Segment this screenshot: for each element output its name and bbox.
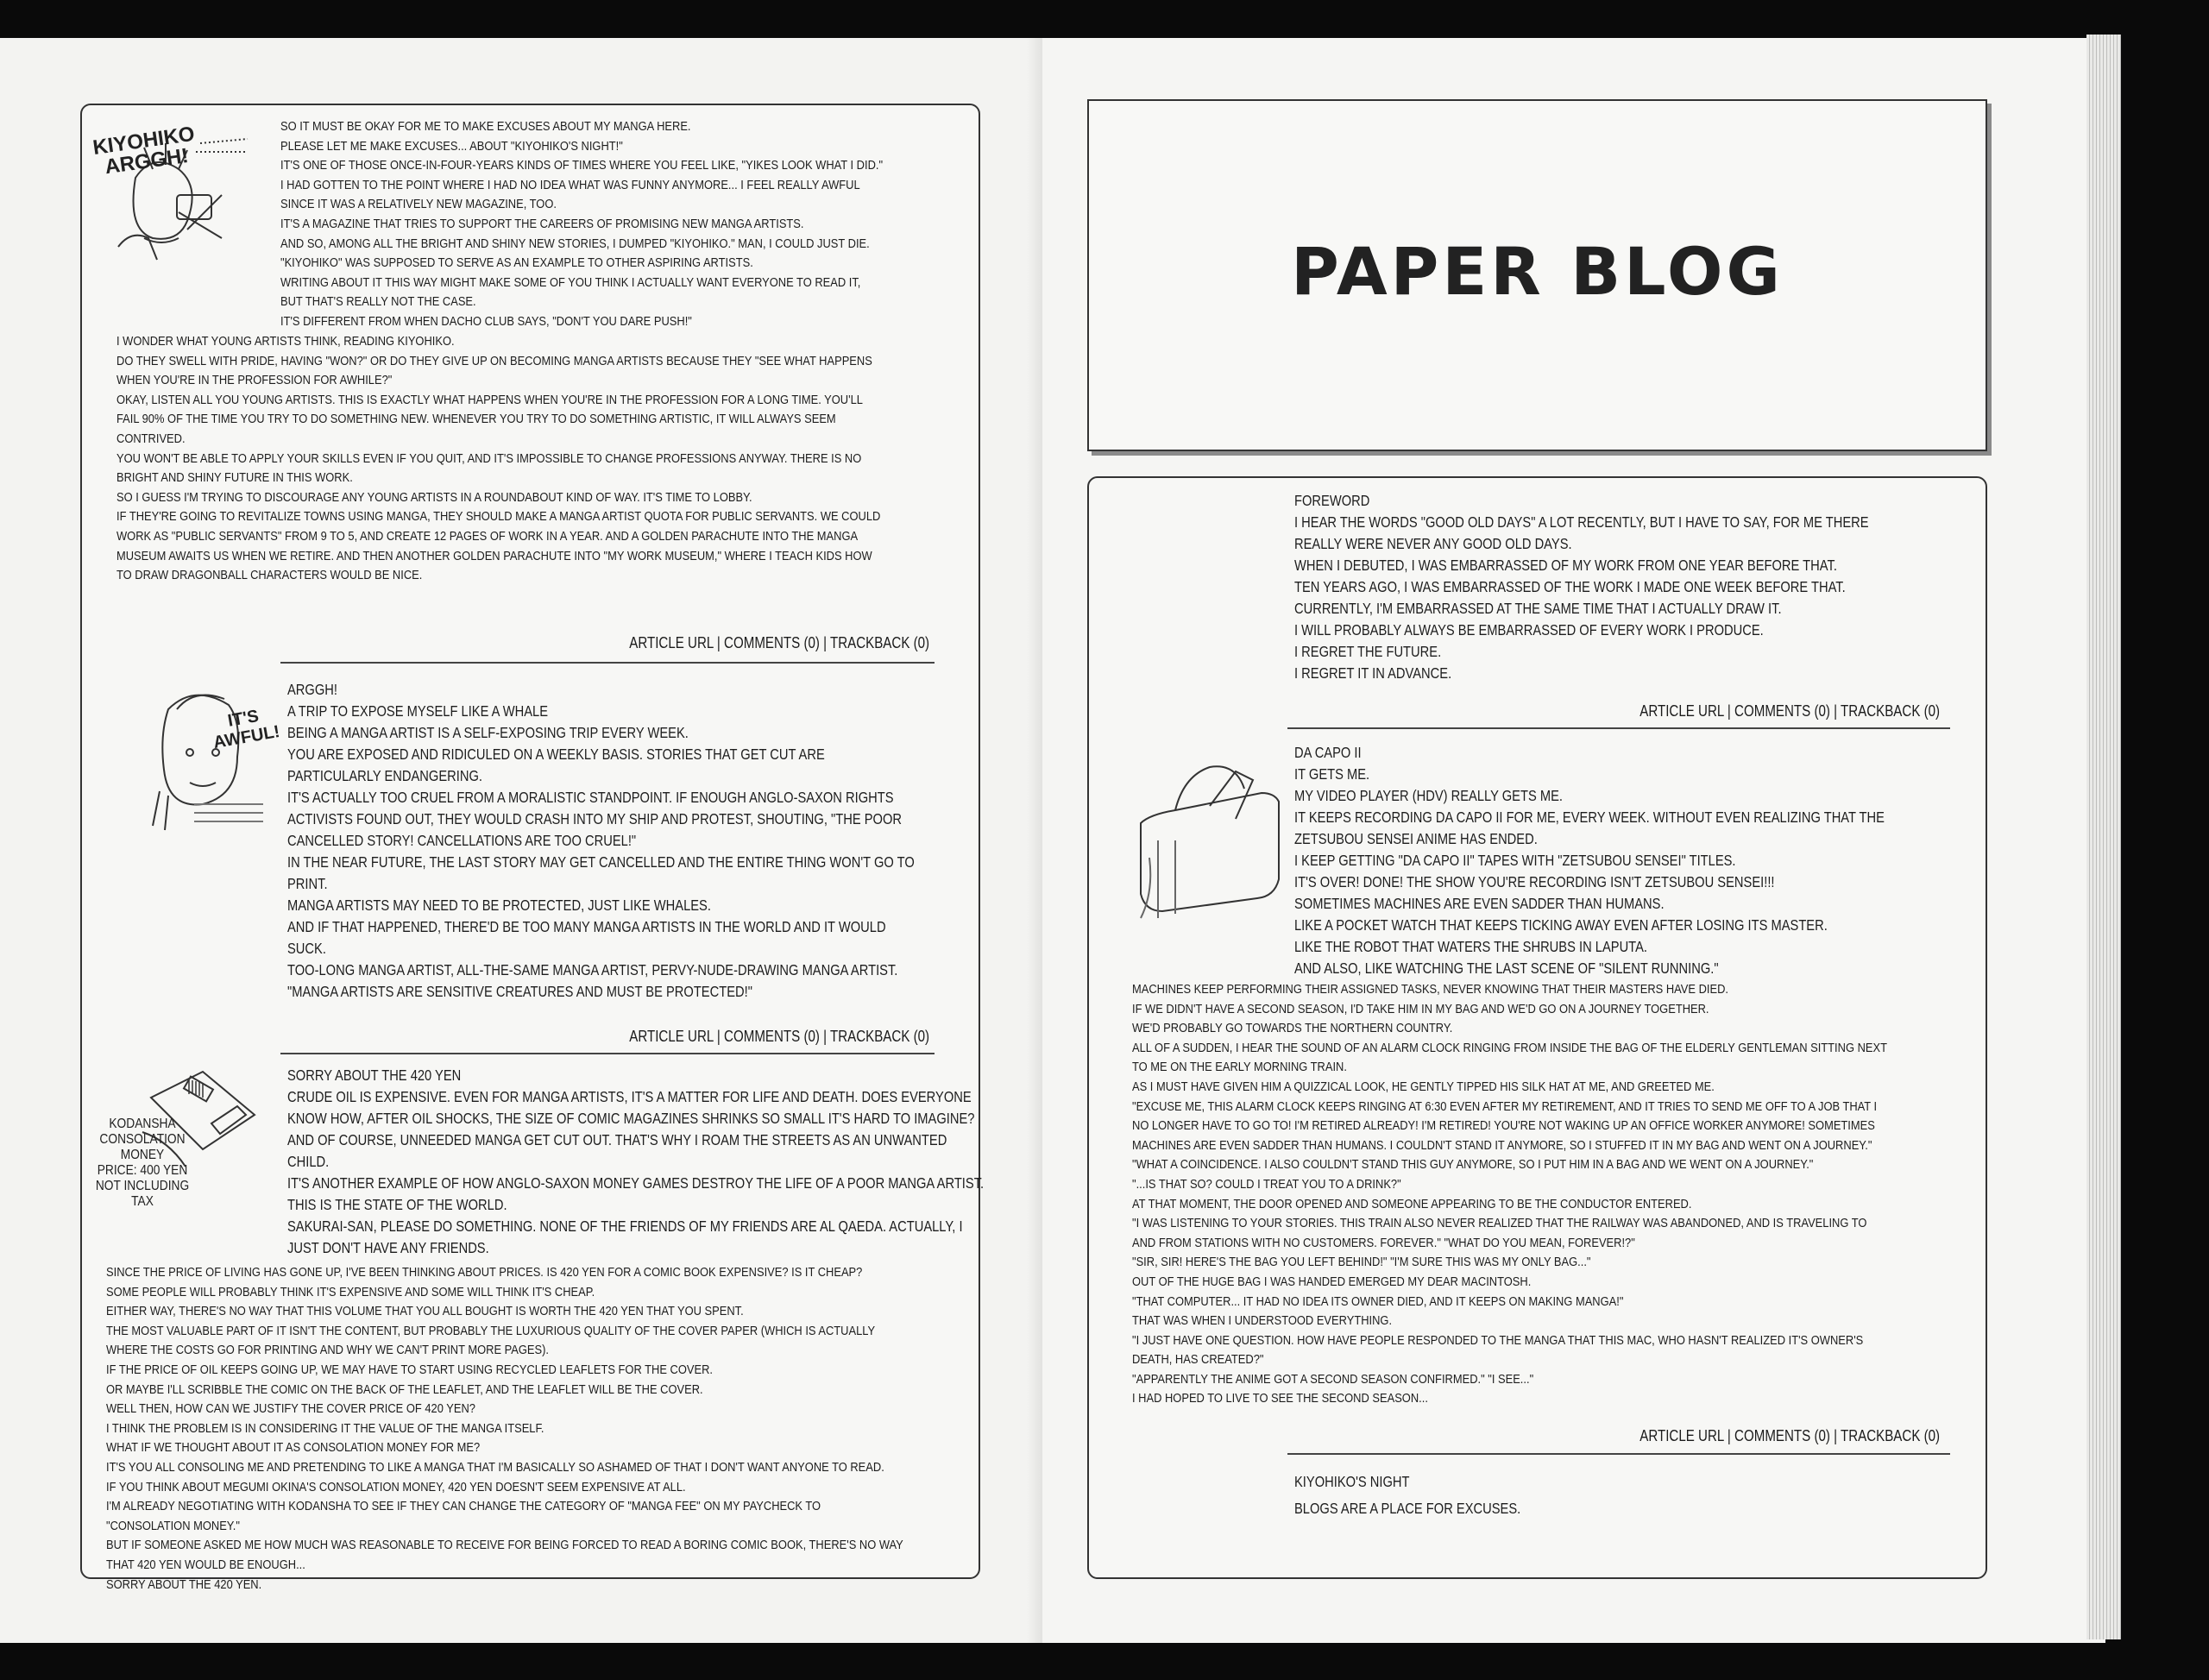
text-line: CHILD. bbox=[287, 1153, 330, 1170]
text-line: CANCELLED STORY! CANCELLATIONS ARE TOO CRUEL!" bbox=[287, 832, 637, 849]
text-line: KODANSHA bbox=[109, 1117, 176, 1131]
text-line: LIKE THE ROBOT THAT WATERS THE SHRUBS IN LAPUTA. bbox=[1294, 938, 1647, 955]
text-line: MACHINES ARE EVEN SADDER THAN HUMANS. I COULDN'T STAND IT ANYMORE, SO I STUFFED IT IN MY BAG AND WENT ON A JOURNEY." bbox=[1132, 1137, 1872, 1153]
text-line: AND IF THAT HAPPENED, THERE'D BE TOO MANY MANGA ARTISTS IN THE WORLD AND IT WOULD bbox=[287, 918, 886, 935]
dacapo-divider bbox=[1287, 1453, 1950, 1455]
text-line: I REGRET THE FUTURE. bbox=[1294, 643, 1442, 660]
text-line: SINCE THE PRICE OF LIVING HAS GONE UP, I'VE BEEN THINKING ABOUT PRICES. IS 420 YEN FOR A COMIC BOOK EXPENSIVE? IS IT CHEAP? bbox=[106, 1265, 863, 1280]
text-line: MANGA ARTISTS MAY NEED TO BE PROTECTED, JUST LIKE WHALES. bbox=[287, 897, 711, 914]
text-line: IT'S ACTUALLY TOO CRUEL FROM A MORALISTIC STANDPOINT. IF ENOUGH ANGLO-SAXON RIGHTS bbox=[287, 789, 894, 806]
text-line: SOME PEOPLE WILL PROBABLY THINK IT'S EXPENSIVE AND SOME WILL THINK IT'S CHEAP. bbox=[106, 1284, 595, 1299]
text-line: IN THE NEAR FUTURE, THE LAST STORY MAY GET CANCELLED AND THE ENTIRE THING WON'T GO TO bbox=[287, 853, 915, 871]
text-line: MACHINES KEEP PERFORMING THEIR ASSIGNED TASKS, NEVER KNOWING THAT THEIR MASTERS HAVE DIED. bbox=[1132, 982, 1728, 997]
text-line: "APPARENTLY THE ANIME GOT A SECOND SEASON CONFIRMED." "I SEE..." bbox=[1132, 1371, 1534, 1387]
text-line: ALL OF A SUDDEN, I HEAR THE SOUND OF AN ALARM CLOCK RINGING FROM INSIDE THE BAG OF THE ELDERLY GENTLEMAN SITTING NEXT bbox=[1132, 1040, 1887, 1055]
right-blog-panel bbox=[1087, 476, 1987, 1579]
post1-divider bbox=[280, 662, 935, 664]
text-line: TOO-LONG MANGA ARTIST, ALL-THE-SAME MANGA ARTIST, PERVY-NUDE-DRAWING MANGA ARTIST. bbox=[287, 961, 898, 978]
text-line: OKAY, LISTEN ALL YOU YOUNG ARTISTS. THIS IS EXACTLY WHAT HAPPENS WHEN YOU'RE IN THE PROFESSION FOR A LONG TIME. YOU'LL bbox=[116, 392, 863, 407]
text-line: I WILL PROBABLY ALWAYS BE EMBARRASSED OF EVERY WORK I PRODUCE. bbox=[1294, 621, 1764, 639]
text-line: IF WE DIDN'T HAVE A SECOND SEASON, I'D TAKE HIM IN MY BAG AND WE'D GO ON A JOURNEY TOGETHER. bbox=[1132, 1001, 1709, 1016]
post3-body-wide bbox=[106, 1263, 903, 1595]
text-line: SO IT MUST BE OKAY FOR ME TO MAKE EXCUSES ABOUT MY MANGA HERE. bbox=[280, 119, 691, 134]
text-line: BEING A MANGA ARTIST IS A SELF-EXPOSING TRIP EVERY WEEK. bbox=[287, 724, 689, 741]
text-line: AND FROM STATIONS WITH NO CUSTOMERS. FOREVER." "WHAT DO YOU MEAN, FOREVER!?" bbox=[1132, 1235, 1635, 1250]
text-line: "KIYOHIKO" WAS SUPPOSED TO SERVE AS AN EXAMPLE TO OTHER ASPIRING ARTISTS. bbox=[280, 255, 753, 271]
text-line: PRINT. bbox=[287, 875, 328, 892]
text-line: WORK AS "PUBLIC SERVANTS" FROM 9 TO 5, AND CREATE 12 PAGES OF WORK IN A YEAR. AND A GOLDEN PARACHUTE INTO THE MANGA bbox=[116, 528, 859, 544]
text-line: IF THEY'RE GOING TO REVITALIZE TOWNS USING MANGA, THEY SHOULD MAKE A MANGA ARTIST QUOTA FOR PUBLIC SERVANTS. WE COULD bbox=[116, 509, 881, 525]
text-line: SO I GUESS I'M TRYING TO DISCOURAGE ANY YOUNG ARTISTS IN A ROUNDABOUT KIND OF WAY. IT'S TIME TO LOBBY. bbox=[116, 489, 752, 505]
text-line: SORRY ABOUT THE 420 YEN bbox=[287, 1067, 462, 1084]
awful-caption: IT'S AWFUL! bbox=[211, 706, 281, 753]
text-line: SUCK. bbox=[287, 940, 326, 957]
text-line: IT'S OVER! DONE! THE SHOW YOU'RE RECORDING ISN'T ZETSUBOU SENSEI!!! bbox=[1294, 873, 1775, 890]
post2-links[interactable]: ARTICLE URL | COMMENTS (0) | TRACKBACK (0) bbox=[629, 1028, 929, 1045]
text-line: IT'S YOU ALL CONSOLING ME AND PRETENDING TO LIKE A MANGA THAT I'M BASICALLY SO ASHAMED OF THAT I DON'T WANT ANYONE TO READ. bbox=[106, 1459, 884, 1475]
dacapo-links[interactable]: ARTICLE URL | COMMENTS (0) | TRACKBACK (0) bbox=[1639, 1427, 1940, 1444]
text-line: KIYOHIKO'S NIGHT bbox=[1294, 1473, 1410, 1490]
left-page bbox=[0, 38, 1044, 1643]
text-line: AS I MUST HAVE GIVEN HIM A QUIZZICAL LOOK, HE GENTLY TIPPED HIS SILK HAT AT ME, AND GREETED ME. bbox=[1132, 1079, 1715, 1094]
text-line: PLEASE LET ME MAKE EXCUSES... ABOUT "KIYOHIKO'S NIGHT!" bbox=[280, 138, 623, 154]
text-line: SOMETIMES MACHINES ARE EVEN SADDER THAN HUMANS. bbox=[1294, 895, 1665, 912]
text-line: MUSEUM AWAITS US WHEN WE RETIRE. AND THEN ANOTHER GOLDEN PARACHUTE INTO "MY WORK MUSEUM," WHERE I TEACH KIDS HOW bbox=[116, 548, 872, 563]
text-line: MONEY bbox=[120, 1148, 165, 1162]
kiyohiko-night-body bbox=[1294, 1469, 1520, 1522]
text-line: IT KEEPS RECORDING DA CAPO II FOR ME, EVERY WEEK. WITHOUT EVEN REALIZING THAT THE bbox=[1294, 809, 1885, 826]
text-line: AND SO, AMONG ALL THE BRIGHT AND SHINY NEW STORIES, I DUMPED "KIYOHIKO." MAN, I COULD JUST DIE. bbox=[280, 236, 870, 251]
text-line: "MANGA ARTISTS ARE SENSITIVE CREATURES AND MUST BE PROTECTED!" bbox=[287, 983, 752, 1000]
text-line: PARTICULARLY ENDANGERING. bbox=[287, 767, 482, 784]
text-line: OR MAYBE I'LL SCRIBBLE THE COMIC ON THE BACK OF THE LEAFLET, AND THE LEAFLET WILL BE THE COVER. bbox=[106, 1381, 703, 1397]
text-line: SINCE IT WAS A RELATIVELY NEW MAGAZINE, TOO. bbox=[280, 197, 557, 212]
text-line: ZETSUBOU SENSEI ANIME HAS ENDED. bbox=[1294, 830, 1538, 847]
text-line: SAKURAI-SAN, PLEASE DO SOMETHING. NONE OF THE FRIENDS OF MY FRIENDS ARE AL QAEDA. ACTUALLY, I bbox=[287, 1218, 963, 1235]
text-line: CRUDE OIL IS EXPENSIVE. EVEN FOR MANGA ARTISTS, IT'S A MATTER FOR LIFE AND DEATH. DOES EVERYONE bbox=[287, 1088, 972, 1105]
post2-body bbox=[287, 679, 915, 1003]
text-line: BUT IF SOMEONE ASKED ME HOW MUCH WAS REASONABLE TO RECEIVE FOR BEING FORCED TO READ A BORING COMIC BOOK, THERE'S NO WAY bbox=[106, 1538, 903, 1553]
text-line: YOU WON'T BE ABLE TO APPLY YOUR SKILLS EVEN IF YOU QUIT, AND IT'S IMPOSSIBLE TO CHANGE PROFESSIONS ANYWAY. THERE IS NO bbox=[116, 450, 862, 466]
text-line: TEN YEARS AGO, I WAS EMBARRASSED OF THE WORK I MADE ONE WEEK BEFORE THAT. bbox=[1294, 578, 1846, 595]
post1-body-wide bbox=[116, 332, 880, 586]
text-line: IF THE PRICE OF OIL KEEPS GOING UP, WE MAY HAVE TO START USING RECYCLED LEAFLETS FOR THE COVER. bbox=[106, 1362, 713, 1377]
text-line: BLOGS ARE A PLACE FOR EXCUSES. bbox=[1294, 1500, 1521, 1517]
text-line: "I WAS LISTENING TO YOUR STORIES. THIS TRAIN ALSO NEVER REALIZED THAT THE RAILWAY WAS ABANDONED, AND IS TRAVELING TO bbox=[1132, 1216, 1867, 1231]
text-line: IT'S DIFFERENT FROM WHEN DACHO CLUB SAYS, "DON'T YOU DARE PUSH!" bbox=[280, 313, 692, 329]
text-line: NOT INCLUDING bbox=[95, 1179, 190, 1193]
text-line: IT'S ONE OF THOSE ONCE-IN-FOUR-YEARS KINDS OF TIMES WHERE YOU FEEL LIKE, "YIKES LOOK WHAT I DID." bbox=[280, 158, 884, 173]
right-page bbox=[1042, 38, 2105, 1643]
text-line: IF YOU THINK ABOUT MEGUMI OKINA'S CONSOLATION MONEY, 420 YEN DOESN'T SEEM EXPENSIVE AT ALL. bbox=[106, 1479, 686, 1494]
text-line: JUST DON'T HAVE ANY FRIENDS. bbox=[287, 1239, 489, 1256]
text-line: "WHAT A COINCIDENCE. I ALSO COULDN'T STAND THIS GUY ANYMORE, SO I PUT HIM IN A BAG AND WE WENT ON A JOURNEY." bbox=[1132, 1157, 1814, 1173]
text-line: TO DRAW DRAGONBALL CHARACTERS WOULD BE NICE. bbox=[116, 568, 423, 583]
text-line: DEATH, HAS CREATED?" bbox=[1132, 1352, 1264, 1368]
dacapo-body-wide bbox=[1132, 980, 1887, 1409]
text-line: WHEN I DEBUTED, I WAS EMBARRASSED OF MY WORK FROM ONE YEAR BEFORE THAT. bbox=[1294, 557, 1837, 574]
text-line: CONSOLATION bbox=[99, 1132, 186, 1147]
text-line: BUT THAT'S REALLY NOT THE CASE. bbox=[280, 294, 476, 310]
text-line: I'M ALREADY NEGOTIATING WITH KODANSHA TO SEE IF THEY CAN CHANGE THE CATEGORY OF "MANGA FEE" ON MY PAYCHECK TO bbox=[106, 1499, 821, 1514]
post2-divider bbox=[280, 1053, 935, 1054]
text-line: REALLY WERE NEVER ANY GOOD OLD DAYS. bbox=[1294, 535, 1572, 552]
text-line: TO ME ON THE EARLY MORNING TRAIN. bbox=[1132, 1060, 1347, 1075]
text-line: CONTRIVED. bbox=[116, 431, 186, 446]
text-line: FOREWORD bbox=[1294, 492, 1370, 509]
text-line: "EXCUSE ME, THIS ALARM CLOCK KEEPS RINGING AT 6:30 EVEN AFTER MY RETIREMENT, AND IT TRIES TO SEND ME OFF TO A JOB THAT I bbox=[1132, 1098, 1878, 1114]
text-line: A TRIP TO EXPOSE MYSELF LIKE A WHALE bbox=[287, 702, 549, 720]
text-line: "SIR, SIR! HERE'S THE BAG YOU LEFT BEHIND!" "I'M SURE THIS WAS MY ONLY BAG..." bbox=[1132, 1255, 1591, 1270]
title-panel bbox=[1087, 99, 1987, 451]
text-line: WE'D PROBABLY GO TOWARDS THE NORTHERN COUNTRY. bbox=[1132, 1021, 1453, 1036]
page-title: PAPER BLOG bbox=[1291, 233, 1784, 310]
text-line: THIS IS THE STATE OF THE WORLD. bbox=[287, 1196, 507, 1213]
text-line: CURRENTLY, I'M EMBARRASSED AT THE SAME TIME THAT I ACTUALLY DRAW IT. bbox=[1294, 600, 1782, 617]
text-line: KNOW HOW, AFTER OIL SHOCKS, THE SIZE OF COMIC MAGAZINES SHRINKS SO SMALL IT'S HARD TO IMAGINE? bbox=[287, 1110, 975, 1127]
text-line: WHAT IF WE THOUGHT ABOUT IT AS CONSOLATION MONEY FOR ME? bbox=[106, 1440, 481, 1456]
kiyohiko-caption: KIYOHIKO ARGGH! bbox=[91, 122, 197, 179]
text-line: IT'S A MAGAZINE THAT TRIES TO SUPPORT THE CAREERS OF PROMISING NEW MANGA ARTISTS. bbox=[280, 216, 804, 231]
text-line: "CONSOLATION MONEY." bbox=[106, 1518, 240, 1533]
text-line: FAIL 90% OF THE TIME YOU TRY TO DO SOMETHING NEW. WHENEVER YOU TRY TO DO SOMETHING ARTISTIC, IT WILL ALWAYS SEEM bbox=[116, 412, 836, 427]
text-line: "I JUST HAVE ONE QUESTION. HOW HAVE PEOPLE RESPONDED TO THE MANGA THAT THIS MAC, WHO HASN'T REALIZED IT'S OWNER'S bbox=[1132, 1332, 1864, 1348]
text-line: WELL THEN, HOW CAN WE JUSTIFY THE COVER PRICE OF 420 YEN? bbox=[106, 1401, 475, 1417]
text-line: AND ALSO, LIKE WATCHING THE LAST SCENE OF "SILENT RUNNING." bbox=[1294, 960, 1719, 977]
text-line: AND OF COURSE, UNNEEDED MANGA GET CUT OUT. THAT'S WHY I ROAM THE STREETS AS AN UNWANTED bbox=[287, 1131, 947, 1148]
text-line: PRICE: 400 YEN bbox=[97, 1163, 188, 1178]
text-line: "THAT COMPUTER... IT HAD NO IDEA ITS OWNER DIED, AND IT KEEPS ON MAKING MANGA!" bbox=[1132, 1293, 1624, 1309]
text-line: YOU ARE EXPOSED AND RIDICULED ON A WEEKLY BASIS. STORIES THAT GET CUT ARE bbox=[287, 746, 825, 763]
text-line: I HAD GOTTEN TO THE POINT WHERE I HAD NO IDEA WHAT WAS FUNNY ANYMORE... I FEEL REALLY AWFUL bbox=[280, 177, 860, 192]
text-line: DA CAPO II bbox=[1294, 744, 1362, 761]
text-line: MY VIDEO PLAYER (HDV) REALLY GETS ME. bbox=[1294, 787, 1563, 804]
text-line: IT'S ANOTHER EXAMPLE OF HOW ANGLO-SAXON MONEY GAMES DESTROY THE LIFE OF A POOR MANGA ARTIST. bbox=[287, 1174, 985, 1192]
bag-illustration bbox=[1123, 754, 1287, 927]
text-line: WRITING ABOUT IT THIS WAY MIGHT MAKE SOME OF YOU THINK I ACTUALLY WANT EVERYONE TO READ IT, bbox=[280, 274, 861, 290]
text-line: THAT WAS WHEN I UNDERSTOOD EVERYTHING. bbox=[1132, 1313, 1393, 1329]
foreword-links[interactable]: ARTICLE URL | COMMENTS (0) | TRACKBACK (0) bbox=[1639, 702, 1940, 720]
dacapo-body bbox=[1294, 742, 1885, 979]
text-line: ACTIVISTS FOUND OUT, THEY WOULD CRASH INTO MY SHIP AND PROTEST, SHOUTING, "THE POOR bbox=[287, 810, 903, 827]
text-line: THAT 420 YEN WOULD BE ENOUGH... bbox=[106, 1557, 305, 1572]
text-line: I THINK THE PROBLEM IS IN CONSIDERING IT THE VALUE OF THE MANGA ITSELF. bbox=[106, 1420, 544, 1436]
text-line: EITHER WAY, THERE'S NO WAY THAT THIS VOLUME THAT YOU ALL BOUGHT IS WORTH THE 420 YEN THAT YOU SPENT. bbox=[106, 1304, 744, 1319]
text-line: DO THEY SWELL WITH PRIDE, HAVING "WON?" OR DO THEY GIVE UP ON BECOMING MANGA ARTISTS BECAUSE THEY "SEE WHAT HAPPENS bbox=[116, 353, 872, 368]
text-line: WHEN YOU'RE IN THE PROFESSION FOR AWHILE?" bbox=[116, 373, 393, 388]
text-line: AT THAT MOMENT, THE DOOR OPENED AND SOMEONE APPEARING TO BE THE CONDUCTOR ENTERED. bbox=[1132, 1196, 1692, 1211]
page-edges bbox=[2086, 35, 2121, 1639]
text-line: WHERE THE COSTS GO FOR PRINTING AND WHY WE CAN'T PRINT MORE PAGES). bbox=[106, 1343, 550, 1358]
foreword-body bbox=[1294, 490, 1869, 684]
post1-links[interactable]: ARTICLE URL | COMMENTS (0) | TRACKBACK (0) bbox=[629, 634, 929, 651]
text-line: LIKE A POCKET WATCH THAT KEEPS TICKING AWAY EVEN AFTER LOSING ITS MASTER. bbox=[1294, 916, 1828, 934]
text-line: ARGGH! bbox=[287, 681, 337, 698]
post1-body bbox=[280, 117, 883, 332]
text-line: I KEEP GETTING "DA CAPO II" TAPES WITH "ZETSUBOU SENSEI" TITLES. bbox=[1294, 852, 1736, 869]
text-line: BRIGHT AND SHINY FUTURE IN THIS WORK. bbox=[116, 470, 353, 486]
foreword-divider bbox=[1287, 727, 1950, 729]
text-line: I WONDER WHAT YOUNG ARTISTS THINK, READING KIYOHIKO. bbox=[116, 334, 455, 349]
text-line: I REGRET IT IN ADVANCE. bbox=[1294, 664, 1452, 682]
text-line: SORRY ABOUT THE 420 YEN. bbox=[106, 1576, 262, 1592]
text-line: I HEAR THE WORDS "GOOD OLD DAYS" A LOT RECENTLY, BUT I HAVE TO SAY, FOR ME THERE bbox=[1294, 513, 1869, 531]
text-line: THE MOST VALUABLE PART OF IT ISN'T THE CONTENT, BUT PROBABLY THE LUXURIOUS QUALITY OF THE COVER PAPER (WHICH IS ACTUALLY bbox=[106, 1323, 876, 1338]
text-line: IT GETS ME. bbox=[1294, 765, 1370, 783]
left-blog-panel bbox=[80, 104, 985, 1592]
text-line: I HAD HOPED TO LIVE TO SEE THE SECOND SEASON... bbox=[1132, 1391, 1428, 1406]
post3-body bbox=[287, 1065, 984, 1259]
text-line: TAX bbox=[131, 1194, 154, 1209]
consolation-caption bbox=[91, 1117, 194, 1210]
text-line: "...IS THAT SO? COULD I TREAT YOU TO A DRINK?" bbox=[1132, 1176, 1401, 1192]
text-line: OUT OF THE HUGE BAG I WAS HANDED EMERGED MY DEAR MACINTOSH. bbox=[1132, 1274, 1532, 1289]
text-line: NO LONGER HAVE TO GO TO! I'M RETIRED ALREADY! I'M RETIRED! YOU'RE NOT WAKING UP AN OFFICE WORKER ANYMORE! SOMETIMES bbox=[1132, 1118, 1875, 1134]
